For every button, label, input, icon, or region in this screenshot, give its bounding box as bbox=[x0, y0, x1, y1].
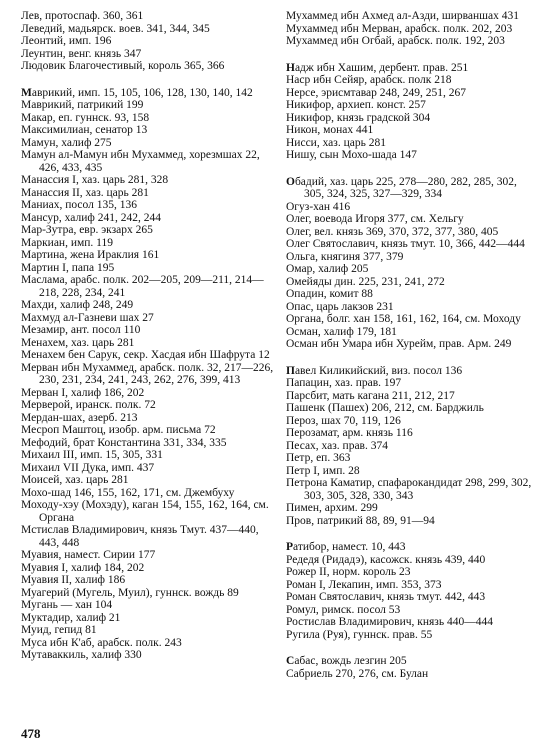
index-entry: Моходу-хэу (Мохэду), каган 154, 155, 162, 164, см. Органа bbox=[21, 499, 269, 524]
index-entry: Пашенк (Пашех) 206, 212, см. Барджиль bbox=[286, 402, 484, 414]
index-entry: Огуз-хан 416 bbox=[286, 200, 351, 213]
index-entry: Петрона Каматир, спафарокандидат 298, 299, 302, 303, 305, 328, 330, 343 bbox=[286, 477, 532, 502]
index-entry: Осман, халиф 179, 181 bbox=[286, 325, 397, 338]
index-entry: Пимен, архим. 299 bbox=[286, 502, 378, 514]
index-entry: Леунтин, венг. князь 347 bbox=[21, 47, 142, 60]
index-entry: Маврикий, имп. 15, 105, 106, 128, 130, 140, 142 bbox=[21, 86, 253, 99]
index-entry: Никифор, архиеп. конст. 257 bbox=[286, 99, 426, 111]
index-entry: Осман ибн Умара ибн Хурейм, прав. Арм. 249 bbox=[286, 338, 512, 350]
index-entry: Мердан-шах, азерб. 213 bbox=[21, 411, 138, 424]
index-entry: Сабас, вождь лезгин 205 bbox=[286, 655, 407, 667]
index-entry: Моисей, хаз. царь 281 bbox=[21, 474, 129, 486]
index-entry: Сабриель 270, 276, см. Булан bbox=[286, 667, 429, 680]
index-entry: Ромул, римск. посол 53 bbox=[286, 603, 401, 616]
index-entry: Надж ибн Хашим, дербент. прав. 251 bbox=[286, 61, 469, 74]
letter-gap bbox=[286, 48, 539, 62]
index-entry: Ратибор, намест. 10, 443 bbox=[286, 541, 406, 553]
index-entry: Маркиан, имп. 119 bbox=[21, 236, 113, 249]
letter-gap bbox=[286, 527, 539, 541]
index-entry: Наср ибн Сейяр, арабск. полк 218 bbox=[286, 74, 452, 86]
index-entry: Макар, еп. гуннск. 93, 158 bbox=[21, 111, 150, 124]
index-entry: Мамун ал-Мамун ибн Мухаммед, хорезмшах 22, 426, 433, 435 bbox=[21, 149, 260, 174]
letter-gap bbox=[286, 351, 539, 365]
index-entry: Максимилиан, сенатор 13 bbox=[21, 124, 148, 136]
index-entry: Олег, вел. князь 369, 370, 372, 377, 380, 405 bbox=[286, 225, 499, 238]
index-entry: Олег Святославич, князь тмут. 10, 366, 442—444 bbox=[286, 238, 525, 250]
index-entry: Нерсе, эрисмтавар 248, 249, 251, 267 bbox=[286, 86, 467, 99]
index-entry: Менахем, хаз. царь 281 bbox=[21, 336, 135, 349]
index-entry: Ростислав Владимирович, князь 440—444 bbox=[286, 616, 493, 628]
index-entry: Мезамир, ант. посол 110 bbox=[21, 324, 141, 336]
index-entry: Муса ибн К'аб, арабск. полк. 243 bbox=[21, 636, 182, 649]
index-entry: Мерван I, халиф 186, 202 bbox=[21, 386, 145, 399]
index-entry: Мерверой, иранск. полк. 72 bbox=[21, 399, 156, 411]
index-entry: Опадин, комит 88 bbox=[286, 288, 373, 300]
index-entry: Михаил III, имп. 15, 305, 331 bbox=[21, 449, 163, 461]
index-entry: Петр I, имп. 28 bbox=[286, 464, 360, 477]
index-entry: Мартина, жена Ираклия 161 bbox=[21, 249, 160, 261]
index-entry: Песах, хаз. прав. 374 bbox=[286, 439, 388, 452]
index-entry: Пероз, шах 70, 119, 126 bbox=[286, 414, 401, 427]
index-entry: Манассия II, хаз. царь 281 bbox=[21, 186, 149, 199]
index-entry: Нисси, хаз. царь 281 bbox=[286, 136, 386, 149]
index-entry: Муавия II, халиф 186 bbox=[21, 574, 126, 586]
index-entry: Мухаммед ибн Ахмед ал-Азди, ширваншах 431 bbox=[286, 10, 519, 22]
index-entry: Мансур, халиф 241, 242, 244 bbox=[21, 211, 161, 224]
index-entry: Роман Святославич, князь тмут. 442, 443 bbox=[286, 591, 486, 603]
index-entry: Муавия, намест. Сирии 177 bbox=[21, 549, 156, 561]
index-entry: Мамун, халиф 275 bbox=[21, 136, 112, 149]
index-entry: Ольга, княгиня 377, 379 bbox=[286, 250, 404, 263]
index-entry: Органа, болг. хан 158, 161, 162, 164, см. Моходу bbox=[286, 313, 521, 325]
page-number: 478 bbox=[21, 726, 41, 741]
index-entry: Ругила (Руя), гуннск. прав. 55 bbox=[286, 628, 433, 641]
index-entry: Мугань — хан 104 bbox=[21, 599, 113, 611]
index-entry: Муавия I, халиф 184, 202 bbox=[21, 561, 145, 574]
index-entry: Муид, гепид 81 bbox=[21, 624, 97, 636]
index-entry: Маниах, посол 135, 136 bbox=[21, 199, 137, 211]
index-entry: Омейяды дин. 225, 231, 241, 272 bbox=[286, 275, 445, 288]
index-entry: Никифор, князь градской 304 bbox=[286, 111, 431, 124]
index-entry: Мефодий, брат Константина 331, 334, 335 bbox=[21, 436, 227, 449]
index-entry: Роман I, Лекапин, имп. 353, 373 bbox=[286, 578, 442, 591]
index-entry: Мстислав Владимирович, князь Тмут. 437—440, 443, 448 bbox=[21, 524, 259, 549]
index-entry: Людовик Благочестивый, король 365, 366 bbox=[21, 60, 225, 72]
index-entry: Обадий, хаз. царь 225, 278—280, 282, 285, 302, 305, 324, 325, 327—329, 334 bbox=[286, 175, 517, 200]
left-column bbox=[21, 10, 277, 662]
index-entry: Лев, протоспаф. 360, 361 bbox=[21, 10, 144, 22]
index-entry: Месроп Маштоц, изобр. арм. письма 72 bbox=[21, 424, 216, 436]
index-entry: Маслама, арабс. полк. 202—205, 209—211, 214—218, 228, 234, 241 bbox=[21, 274, 264, 299]
index-entry: Опас, царь лакзов 231 bbox=[286, 300, 394, 313]
index-entry: Манассия I, хаз. царь 281, 328 bbox=[21, 174, 169, 186]
index-entry: Мартин I, папа 195 bbox=[21, 261, 115, 274]
index-entry: Мухаммед ибн Огбай, арабск. полк. 192, 203 bbox=[286, 35, 505, 47]
index-entry: Олег, воевода Игоря 377, см. Хельгу bbox=[286, 213, 464, 225]
index-entry: Муктадир, халиф 21 bbox=[21, 611, 121, 624]
index-entry: Перозамат, арм. князь 116 bbox=[286, 427, 413, 439]
index-entry: Парсбит, мать кагана 211, 212, 217 bbox=[286, 389, 455, 402]
index-entry: Мохо-шад 146, 155, 162, 171, см. Джембуху bbox=[21, 486, 235, 499]
index-entry: Маврикий, патрикий 199 bbox=[21, 99, 144, 111]
index-entry: Петр, еп. 363 bbox=[286, 452, 351, 464]
letter-gap bbox=[286, 162, 539, 176]
index-entry: Папацин, хаз. прав. 197 bbox=[286, 377, 402, 389]
index-entry: Муагерий (Мугель, Муил), гуннск. вождь 89 bbox=[21, 586, 239, 599]
index-entry: Мерван ибн Мухаммед, арабск. полк. 32, 217—226, 230, 231, 234, 241, 243, 262, 276, 399, 413 bbox=[21, 361, 274, 386]
index-entry: Леведий, мадьярск. воев. 341, 344, 345 bbox=[21, 22, 210, 35]
index-entry: Никон, монах 441 bbox=[286, 124, 374, 136]
index-entry: Махди, халиф 248, 249 bbox=[21, 299, 134, 311]
right-column bbox=[286, 10, 539, 680]
index-entry: Рожер II, норм. король 23 bbox=[286, 566, 411, 578]
index-entry: Мар-Зутра, евр. экзарх 265 bbox=[21, 224, 153, 236]
index-entry: Редедя (Ридадэ), касожск. князь 439, 440 bbox=[286, 553, 486, 566]
index-entry: Мухаммед ибн Мерван, арабск. полк. 202, 203 bbox=[286, 22, 513, 35]
index-entry: Пров, патрикий 88, 89, 91—94 bbox=[286, 514, 435, 527]
index-entry: Павел Киликийский, виз. посол 136 bbox=[286, 364, 463, 377]
letter-gap bbox=[286, 641, 539, 655]
index-entry: Омар, халиф 205 bbox=[286, 263, 369, 275]
index-entry: Менахем бен Сарук, секр. Хасдая ибн Шафрута 12 bbox=[21, 349, 270, 361]
index-entry: Михаил VII Дука, имп. 437 bbox=[21, 461, 155, 474]
letter-gap bbox=[21, 73, 277, 87]
index-entry: Леонтий, имп. 196 bbox=[21, 35, 112, 47]
index-entry: Махмуд ал-Газневи шах 27 bbox=[21, 311, 154, 324]
index-entry: Нишу, сын Мохо-шада 147 bbox=[286, 149, 417, 161]
index-entry: Мутаваккиль, халиф 330 bbox=[21, 649, 142, 661]
